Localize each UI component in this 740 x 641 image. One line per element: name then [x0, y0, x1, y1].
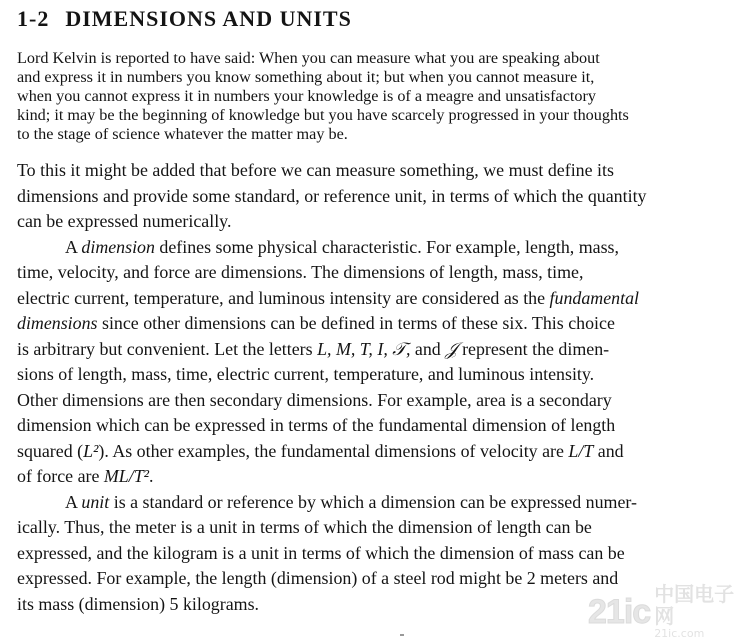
text-line: Other dimensions are then secondary dimensions. For example, area is a secondary [17, 389, 612, 410]
text-line [17, 337, 732, 363]
term-dimension: dimension [81, 236, 155, 257]
watermark-cn-text: 中国电子网 [654, 582, 735, 628]
kelvin-quote [17, 49, 730, 144]
velocity-symbol: L/T [568, 440, 594, 461]
quote-line: to the stage of science whatever the matter may be. [17, 125, 348, 143]
text-run: electric current, temperature, and luminous intensity are considered as the [17, 287, 550, 308]
paragraph-dimension [17, 235, 732, 490]
text-run: is arbitrary but convenient. Let the letters [17, 338, 318, 359]
text-line [17, 490, 732, 516]
watermark-domain: 21ic.com [654, 627, 705, 640]
dimension-symbols: L, M, T, I, 𝒯, [317, 338, 411, 359]
text-run: defines some physical characteristic. For example, length, mass, [154, 236, 619, 257]
body-text [17, 158, 732, 617]
text-line: expressed, and the kilogram is a unit in terms of which the dimension of mass can be [17, 542, 625, 563]
text-line: expressed. For example, the length (dimension) of a steel rod might be 2 meters and [17, 568, 619, 588]
section-heading [17, 6, 352, 32]
text-line: time, velocity, and force are dimensions. The dimensions of length, mass, time, [17, 262, 584, 282]
scan-speck [400, 634, 404, 636]
quote-line: kind; it may be the beginning of knowledge but you have scarcely progressed in your thoughts [17, 106, 629, 124]
paragraph-intro [17, 158, 732, 235]
text-line: To this it might be added that before we can measure something, we must define its [17, 160, 614, 180]
text-line: can be expressed numerically. [17, 211, 232, 231]
text-run: ). As other examples, the fundamental dimensions of velocity are [98, 440, 569, 461]
luminous-symbol: 𝒥 [445, 338, 458, 359]
text-run: and [593, 440, 624, 461]
text-run: squared ( [17, 440, 84, 461]
text-line [17, 235, 732, 261]
text-line: ically. Thus, the meter is a unit in terms of which the dimension of length can be [17, 517, 592, 537]
text-run: . [149, 466, 154, 486]
text-line [17, 311, 732, 337]
text-run: is a standard or reference by which a dimension can be expressed numer- [109, 491, 637, 512]
term-fundamental: fundamental [549, 287, 639, 308]
text-run: of force are [17, 466, 104, 486]
area-symbol: L² [83, 440, 99, 461]
text-line: dimensions and provide some standard, or reference unit, in terms of which the quantity [17, 185, 647, 206]
text-line [17, 439, 732, 465]
text-line: its mass (dimension) 5 kilograms. [17, 593, 260, 614]
term-dimensions: dimensions [17, 313, 98, 333]
text-line [17, 286, 732, 312]
quote-line: when you cannot express it in numbers your knowledge is of a meagre and unsatisfactory [17, 87, 596, 105]
watermark-brand: 21ic [588, 592, 651, 631]
force-symbol: ML/T² [103, 466, 150, 486]
text-run: and [410, 338, 446, 359]
text-line: dimension which can be expressed in terms of the fundamental dimension of length [17, 415, 616, 435]
text-run: A [65, 491, 82, 512]
text-run: represent the dimen- [457, 338, 610, 359]
term-unit: unit [81, 491, 110, 512]
section-number: 1-2 [17, 6, 50, 31]
text-line [17, 464, 732, 490]
text-run: since other dimensions can be defined in terms of these six. This choice [97, 313, 615, 333]
section-title: DIMENSIONS AND UNITS [65, 6, 352, 31]
text-run: A [65, 236, 82, 257]
text-line: sions of length, mass, time, electric current, temperature, and luminous intensity. [17, 364, 595, 384]
paragraph-unit [17, 490, 732, 618]
quote-line: and express it in numbers you know something about it; but when you cannot measure it, [17, 68, 595, 86]
quote-line: Lord Kelvin is reported to have said: When you can measure what you are speaking about [17, 49, 600, 67]
